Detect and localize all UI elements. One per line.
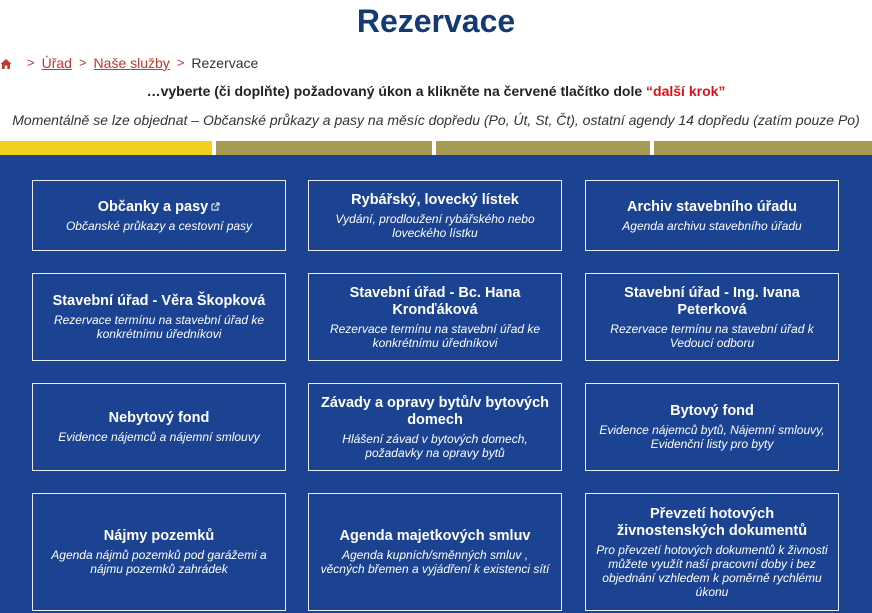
service-description: Agenda archivu stavebního úřadu xyxy=(622,218,802,233)
service-description: Rezervace termínu na stavební úřad ke konkrétnímu úředníkovi xyxy=(329,321,541,350)
service-title: Rybářský, lovecký lístek xyxy=(351,191,519,208)
instructions-text xyxy=(0,82,872,100)
step-1-indicator xyxy=(0,141,212,155)
service-title: Závady a opravy bytů/v bytových domech xyxy=(320,394,550,428)
breadcrumb-current: Rezervace xyxy=(191,55,259,71)
page-title: Rezervace xyxy=(356,3,516,39)
service-card-bytovy-fond[interactable] xyxy=(585,383,839,471)
availability-note: Momentálně se lze objednat – Občanské průkazy a pasy na měsíc dopředu (Po, Út, St, Čt), ostatní agendy 14 dopředu (zatím pouze Po) xyxy=(12,112,860,128)
service-card-archiv-stavebniho-uradu[interactable] xyxy=(585,180,839,251)
breadcrumb-separator: > xyxy=(176,55,185,70)
service-title xyxy=(98,199,220,216)
step-4-indicator xyxy=(654,141,872,155)
service-title: Stavební úřad - Věra Škopková xyxy=(52,293,266,309)
service-description: Evidence nájemců bytů, Nájemní smlouvy, Evidenční listy pro byty xyxy=(599,423,825,451)
next-step-highlight: “další krok” xyxy=(646,83,726,99)
service-title: Stavební úřad - Bc. Hana Kronďáková xyxy=(349,284,521,318)
service-title: Bytový fond xyxy=(670,403,754,419)
service-title: Nebytový fond xyxy=(108,410,210,426)
service-card-prevzeti-zivnostenskych-dokumentu[interactable] xyxy=(585,493,839,611)
breadcrumb-link-nase-sluzby[interactable]: Naše služby xyxy=(93,55,170,71)
service-title: Nájmy pozemků xyxy=(103,528,215,544)
service-description: Pro převzetí hotových dokumentů k živnosti můžete využít naší pracovní doby i bez objednání vzhledem k poměrně rychlému úkonu xyxy=(596,542,828,599)
service-card-stavebni-urad-peterkova[interactable] xyxy=(585,273,839,361)
service-card-najmy-pozemku[interactable] xyxy=(32,493,286,611)
service-title: Stavební úřad - Ing. Ivana Peterková xyxy=(624,284,800,318)
service-card-stavebni-urad-krondakova[interactable] xyxy=(308,273,562,361)
step-progress-bar xyxy=(0,141,872,155)
service-title: Převzetí hotových živnostenských dokumentů xyxy=(616,505,808,539)
service-title: Agenda majetkových smluv xyxy=(339,528,531,544)
breadcrumb-separator: > xyxy=(27,55,35,70)
service-description: Agenda nájmů pozemků pod garážemi a nájmu pozemků zahrádek xyxy=(51,548,267,576)
breadcrumb xyxy=(0,55,258,71)
service-card-stavebni-urad-skopkova[interactable] xyxy=(32,273,286,361)
service-title-text: Občanky a pasy xyxy=(97,198,209,215)
service-description: Agenda kupních/směnných smluv , věcných břemen a vyjádření k existenci sítí xyxy=(320,548,550,576)
service-description: Hlášení závad v bytových domech, požadavky na opravy bytů xyxy=(342,431,528,460)
service-card-agenda-majetkovych-smluv[interactable] xyxy=(308,493,562,611)
service-title: Archiv stavebního úřadu xyxy=(626,198,797,215)
service-card-zavady-a-opravy[interactable] xyxy=(308,383,562,471)
service-card-rybarsky-listek[interactable] xyxy=(308,180,562,251)
home-icon[interactable] xyxy=(0,57,12,69)
services-panel xyxy=(0,155,872,613)
service-description: Vydání, prodloužení rybářského nebo loveckého lístku xyxy=(335,211,535,240)
breadcrumb-link-urad[interactable]: Úřad xyxy=(41,55,72,71)
step-2-indicator xyxy=(216,141,432,155)
service-description: Rezervace termínu na stavební úřad ke konkrétnímu úředníkovi xyxy=(53,313,265,341)
service-description: Rezervace termínu na stavební úřad k Vedoucí odboru xyxy=(610,321,814,350)
breadcrumb-separator: > xyxy=(78,55,87,70)
service-description: Občanské průkazy a cestovní pasy xyxy=(65,218,253,233)
service-card-obcanky-a-pasy[interactable] xyxy=(32,180,286,251)
external-link-icon xyxy=(211,199,220,208)
step-3-indicator xyxy=(436,141,650,155)
service-description: Evidence nájemců a nájemní smlouvy xyxy=(58,430,260,444)
service-card-nebytovy-fond[interactable] xyxy=(32,383,286,471)
instructions-main: …vyberte (či doplňte) požadovaný úkon a klikněte na červené tlačítko dole xyxy=(146,83,647,99)
